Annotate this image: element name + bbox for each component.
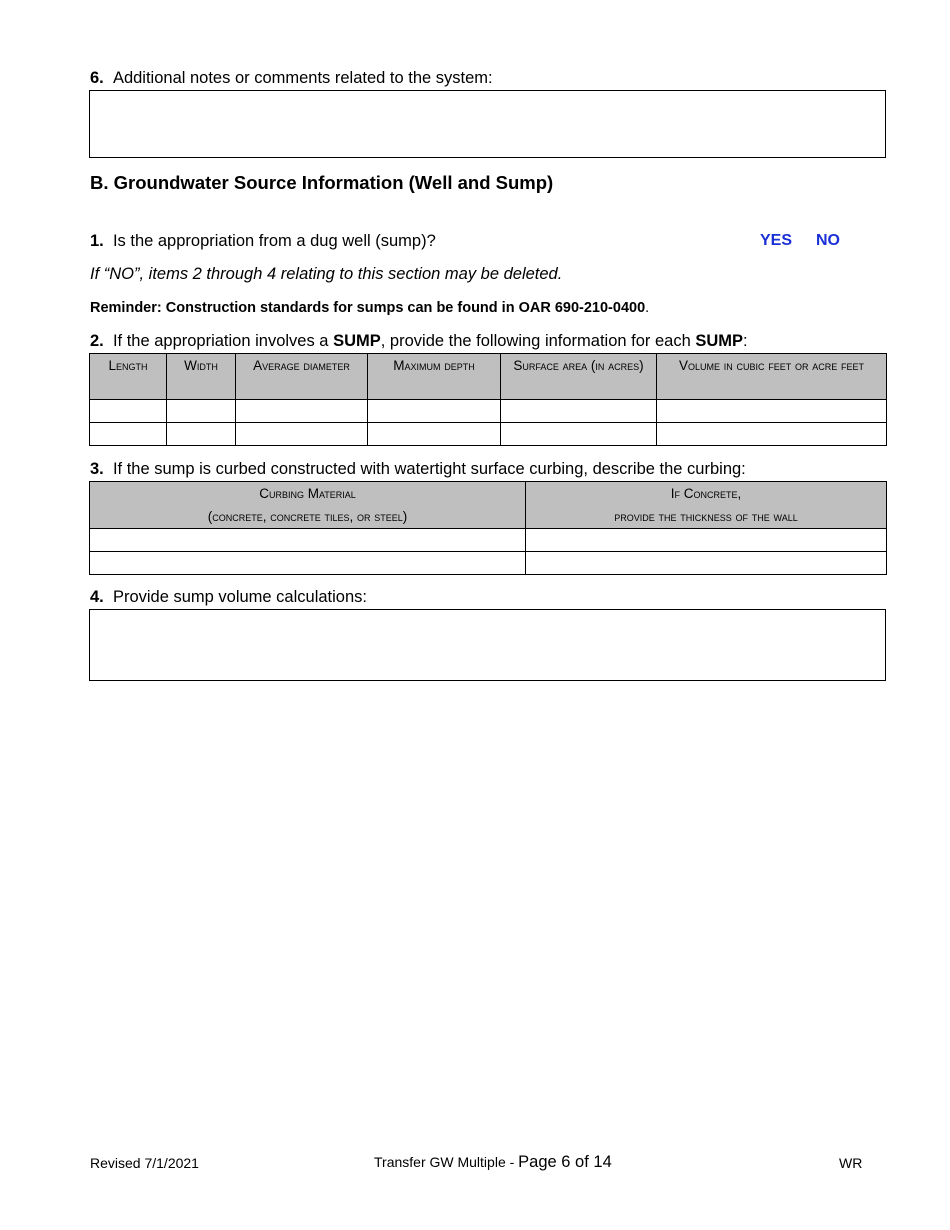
notes-textbox[interactable]: [89, 90, 886, 158]
table-cell[interactable]: [167, 423, 236, 446]
footer-revised: Revised 7/1/2021: [90, 1155, 199, 1171]
question-text: Additional notes or comments related to the system:: [112, 69, 493, 87]
col-curbing-material: [90, 482, 526, 529]
no-option[interactable]: NO: [816, 232, 840, 249]
question-text: Is the appropriation from a dug well (sump)?: [112, 232, 436, 250]
question-4: [90, 587, 367, 607]
table-cell[interactable]: [526, 552, 887, 575]
table-cell[interactable]: [236, 423, 368, 446]
header-line: provide the thickness of the wall: [614, 509, 798, 524]
sump-term: SUMP: [695, 332, 744, 350]
table-cell[interactable]: [90, 529, 526, 552]
sump-term: SUMP: [333, 332, 381, 350]
sump-table: [89, 353, 887, 446]
table-cell[interactable]: [90, 552, 526, 575]
col-wall-thickness: [526, 482, 887, 529]
table-cell[interactable]: [167, 400, 236, 423]
footer-code: WR: [839, 1155, 863, 1171]
table-row: [90, 529, 887, 552]
question-text: , provide the following information for each: [380, 332, 691, 350]
question-number: 1.: [90, 232, 104, 250]
table-cell[interactable]: [368, 423, 501, 446]
question-1: [90, 231, 436, 251]
header-line: (concrete, concrete tiles, or steel): [207, 509, 408, 524]
table-row: [90, 423, 887, 446]
question-text: Provide sump volume calculations:: [112, 588, 367, 606]
table-header-row: [90, 482, 887, 529]
table-cell[interactable]: [90, 400, 167, 423]
question-2: [90, 331, 748, 351]
col-width: Width: [167, 354, 236, 400]
table-header-row: [90, 354, 887, 400]
volume-calculations-textbox[interactable]: [89, 609, 886, 681]
header-line: Curbing Material: [259, 486, 356, 501]
col-length: Length: [90, 354, 167, 400]
table-cell[interactable]: [657, 400, 887, 423]
question-3: [90, 459, 746, 479]
table-cell[interactable]: [501, 423, 657, 446]
table-cell[interactable]: [501, 400, 657, 423]
reminder: [90, 299, 649, 317]
header-line: If Concrete,: [670, 486, 742, 501]
yes-option[interactable]: YES: [760, 232, 793, 249]
table-cell[interactable]: [236, 400, 368, 423]
reminder-text: Reminder: Construction standards for sumps can be found in OAR 690-210-0400: [90, 300, 646, 316]
section-b-title: B. Groundwater Source Information (Well and Sump): [90, 172, 554, 193]
reminder-period: .: [645, 300, 650, 316]
col-surface-area: Surface area (in acres): [501, 354, 657, 400]
table-row: [90, 552, 887, 575]
table-cell[interactable]: [526, 529, 887, 552]
footer-page: [374, 1153, 612, 1172]
question-number: 2.: [90, 332, 104, 350]
question-6: [90, 68, 493, 88]
table-cell[interactable]: [657, 423, 887, 446]
question-text: If the sump is curbed constructed with watertight surface curbing, describe the curbing:: [112, 460, 746, 478]
question-number: 3.: [90, 460, 104, 478]
col-maximum-depth: Maximum depth: [368, 354, 501, 400]
question-number: 6.: [90, 69, 104, 87]
col-volume: Volume in cubic feet or acre feet: [657, 354, 887, 400]
delete-note: If “NO”, items 2 through 4 relating to this section may be deleted.: [90, 265, 563, 283]
question-text: :: [743, 332, 748, 350]
table-cell[interactable]: [368, 400, 501, 423]
question-text: If the appropriation involves a: [112, 332, 329, 350]
table-row: [90, 400, 887, 423]
curbing-table: [89, 481, 887, 575]
page-number: Page 6 of 14: [518, 1153, 612, 1171]
col-average-diameter: Average diameter: [236, 354, 368, 400]
footer-form-name: Transfer GW Multiple -: [374, 1154, 519, 1170]
table-cell[interactable]: [90, 423, 167, 446]
question-number: 4.: [90, 588, 104, 606]
